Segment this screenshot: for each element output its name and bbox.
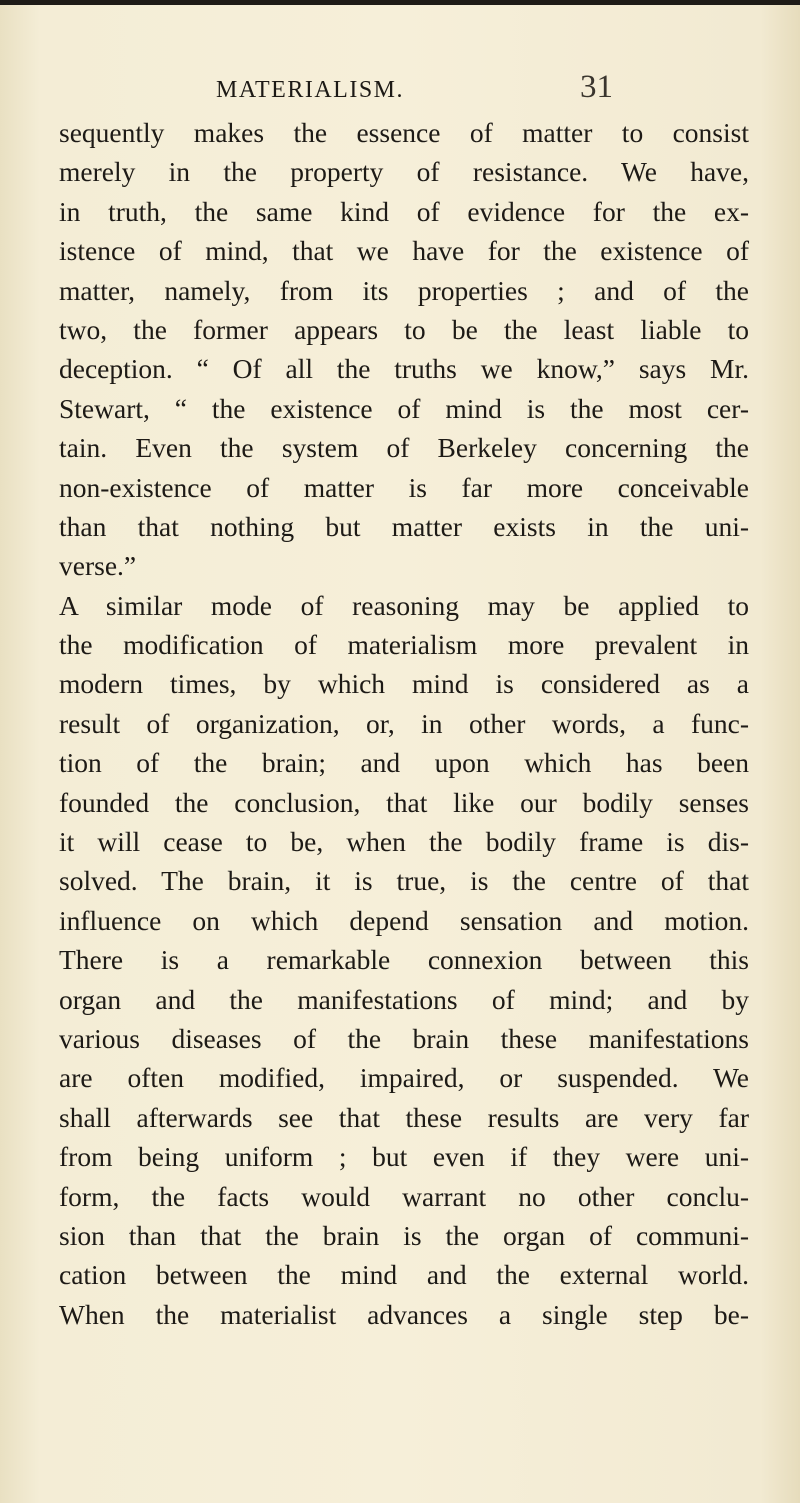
- text-line: solved. The brain, it is true, is the centre of that: [59, 865, 749, 897]
- text-line: are often modified, impaired, or suspended. We: [59, 1062, 749, 1094]
- text-line: sion than that the brain is the organ of communi-: [59, 1219, 749, 1251]
- text-line: influence on which depend sensation and motion.: [59, 904, 749, 936]
- text-line: Stewart, “ the existence of mind is the most cer-: [59, 392, 749, 424]
- text-line: There is a remarkable connexion between this: [59, 944, 749, 976]
- running-head: [0, 69, 800, 105]
- text-line: result of organization, or, in other words, a func-: [59, 707, 749, 739]
- text-line: When the materialist advances a single step be-: [59, 1298, 749, 1330]
- text-line: the modification of materialism more prevalent in: [59, 629, 749, 661]
- text-line: it will cease to be, when the bodily frame is dis-: [59, 826, 749, 858]
- text-line: founded the conclusion, that like our bodily senses: [59, 786, 749, 818]
- text-line: organ and the manifestations of mind; and by: [59, 983, 749, 1015]
- text-line: deception. “ Of all the truths we know,” says Mr.: [59, 353, 749, 385]
- page-number: 31: [580, 69, 613, 105]
- text-line: from being uniform ; but even if they were uni-: [59, 1141, 749, 1173]
- text-line: modern times, by which mind is considered as a: [59, 668, 749, 700]
- text-line: two, the former appears to be the least liable to: [59, 313, 749, 345]
- text-line: sequently makes the essence of matter to consist: [59, 117, 749, 148]
- text-line: A similar mode of reasoning may be applied to: [59, 589, 749, 621]
- text-line: matter, namely, from its properties ; and of the: [59, 274, 749, 306]
- text-line: tion of the brain; and upon which has been: [59, 747, 749, 779]
- text-line: shall afterwards see that these results are very far: [59, 1101, 749, 1133]
- text-line: cation between the mind and the external world.: [59, 1259, 749, 1291]
- text-line: non-existence of matter is far more conceivable: [59, 471, 749, 503]
- text-line: tain. Even the system of Berkeley concerning the: [59, 432, 749, 464]
- text-line: form, the facts would warrant no other conclu-: [59, 1180, 749, 1212]
- page-top-edge: [0, 0, 800, 5]
- text-line: in truth, the same kind of evidence for the ex-: [59, 195, 749, 227]
- text-line: merely in the property of resistance. We have,: [59, 156, 749, 188]
- running-title: MATERIALISM.: [216, 77, 405, 103]
- text-line: various diseases of the brain these manifestations: [59, 1022, 749, 1054]
- text-line: verse.”: [59, 550, 137, 582]
- text-line: istence of mind, that we have for the existence of: [59, 235, 749, 267]
- body-text: [59, 113, 749, 1334]
- text-line: than that nothing but matter exists in the uni-: [59, 510, 749, 542]
